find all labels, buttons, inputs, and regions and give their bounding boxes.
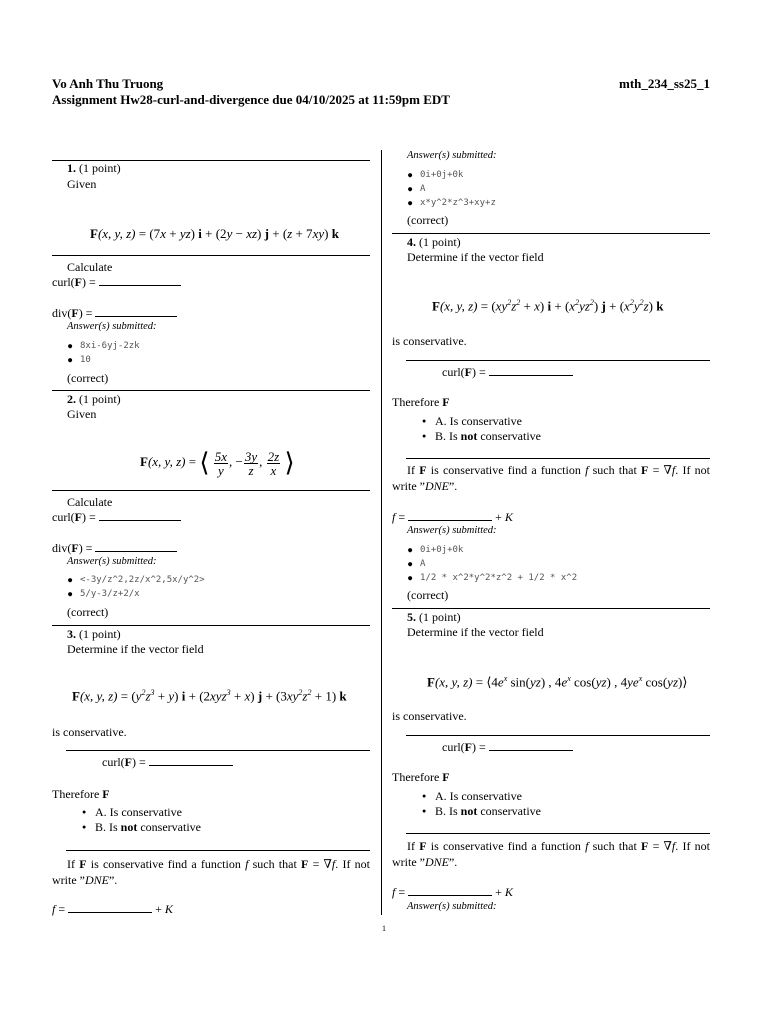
list-item: ● 8xi-6yj-2zk [68,339,140,353]
problem-4-answer-list [392,543,577,585]
problem-2-calculate: Calculate [67,495,113,509]
problem-3-formula: F(x, y, $z) = (y^2z^3 + y) i + (2xyz^3 + x) j + (3xy^2z^2 + 1)$ k [72,688,347,704]
problem-5-answers-label: Answer(s) submitted: [407,901,497,912]
problem-4-curl-field[interactable]: curl(F) = [442,365,573,380]
problem-1-mid-rule [52,255,370,256]
problem-5-points: (1 point) [419,610,461,624]
assignment-title: Assignment Hw28-curl-and-divergence due 04/10/2025 at 11:59pm EDT [52,92,450,107]
problem-3-potential-prompt: If F is conservative find a function f such that F = ∇f. If not write ”DNE”. [52,857,370,887]
problem-5-f-field[interactable]: f = + K [392,885,513,899]
problem-1-div-field[interactable]: div(F) = [52,306,177,321]
problem-1-answer-list [52,339,140,367]
problem-3-prompt: Determine if the vector field [67,642,204,656]
list-item: ● <-3y/z^2,2z/x^2,5x/y^2> [68,573,205,587]
problem-2-answers-label: Answer(s) submitted: [67,556,157,567]
problem-2-top-rule [52,390,370,391]
problem-3-rule-2 [66,850,370,851]
problem-4-top-rule [392,233,710,234]
list-item: ● 1/2 * x^2*y^2*z^2 + 1/2 * x^2 [408,571,577,585]
problem-2-header [52,392,121,407]
problem-3-number: 3. [67,627,76,641]
problem-4-therefore: Therefore F [392,395,450,409]
column-divider [381,150,382,915]
problem-2-div-field[interactable]: div(F) = [52,541,177,556]
problem-1-calculate: Calculate [67,260,113,274]
fraction-3: $\frac{2z}{x}$ [267,448,280,478]
problem-4-is-conservative: is conservative. [392,334,467,348]
option-b[interactable]: ● B. Is not conservative [422,429,541,444]
problem-5-rule-2 [406,833,710,834]
course-code: mth_234_ss25_1 [618,76,710,91]
option-b[interactable]: ● B. Is not conservative [82,820,201,835]
fraction-1: $\frac{5x}{y}$ [214,448,228,478]
problem-1-given: Given [67,177,97,191]
problem-2-curl-field[interactable]: curl(F) = [52,510,181,525]
list-item: ● A [408,182,496,196]
problem-3-status: (correct) [407,213,449,227]
student-name: Vo Anh Thu Truong [52,76,164,91]
problem-1-header [52,161,121,176]
problem-1-number: 1. [67,161,76,175]
problem-4-status: (correct) [407,588,449,602]
header-line-1 [52,76,710,92]
problem-3-f-field[interactable]: f = + K [52,902,173,916]
problem-3-curl-field[interactable]: curl(F) = [102,755,233,770]
problem-2-given: Given [67,407,97,421]
list-item: ● 5/y-3/z+2/x [68,587,205,601]
problem-4-number: 4. [407,235,416,249]
problem-5-formula: F(x, y, $z) = ⟨4e^x$ sin(yz) , $4e^x$ cos(yz) , $4ye^x$ cos(yz)⟩ [427,674,688,690]
problem-5-prompt: Determine if the vector field [407,625,544,639]
problem-4-rule-2 [406,458,710,459]
problem-3-rule-1 [66,750,370,751]
problem-2-answer-list [52,573,205,601]
problem-2-points: (1 point) [79,392,121,406]
problem-1-points: (1 point) [79,161,121,175]
problem-5-options [392,789,541,819]
problem-3-answer-list [392,168,496,210]
left-angle: ⟨ [199,448,210,477]
problem-4-header [392,235,461,250]
problem-5-number: 5. [407,610,416,624]
list-item: ● 0i+0j+0k [408,543,577,557]
problem-3-points: (1 point) [79,627,121,641]
problem-4-points: (1 point) [419,235,461,249]
problem-4-formula: F(x, y, $z) = (xy^2z^2 + x) i + (x^2yz^2) j + (x^2y^2z)$ k [432,298,664,314]
problem-2-status: (correct) [67,605,109,619]
option-a[interactable]: ● A. Is conservative [422,789,541,804]
problem-4-answers-label: Answer(s) submitted: [407,525,497,536]
problem-2-number: 2. [67,392,76,406]
option-b[interactable]: ● B. Is not conservative [422,804,541,819]
problem-1-status: (correct) [67,371,109,385]
problem-4-prompt: Determine if the vector field [407,250,544,264]
problem-5-curl-field[interactable]: curl(F) = [442,740,573,755]
right-angle: ⟩ [284,448,295,477]
fraction-2: $\frac{3y}{z}$ [244,448,258,478]
problem-4-f-field[interactable]: f = + K [392,510,513,524]
problem-4-rule-1 [406,360,710,361]
problem-1-answers-label: Answer(s) submitted: [67,321,157,332]
problem-4-options [392,414,541,444]
option-a[interactable]: ● A. Is conservative [422,414,541,429]
problem-3-top-rule [52,625,370,626]
page-number: 1 [382,924,386,933]
problem-5-therefore: Therefore F [392,770,450,784]
problem-3-header [52,627,121,642]
problem-4-potential-prompt: If F is conservative find a function f such that F = ∇f. If not write ”DNE”. [392,463,710,493]
problem-5-potential-prompt: If F is conservative find a function f such that F = ∇f. If not write ”DNE”. [392,839,710,869]
problem-2-mid-rule [52,490,370,491]
problem-5-is-conservative: is conservative. [392,709,467,723]
problem-5-top-rule [392,608,710,609]
option-a[interactable]: ● A. Is conservative [82,805,201,820]
problem-5-rule-1 [406,735,710,736]
list-item: ● x*y^2*z^3+xy+z [408,196,496,210]
list-item: ● 10 [68,353,140,367]
problem-3-answers-label: Answer(s) submitted: [407,150,497,161]
problem-3-therefore: Therefore F [52,787,110,801]
list-item: ● A [408,557,577,571]
problem-5-header [392,610,461,625]
problem-1-formula: F(x, y, z) = (7x + yz) i + (2y − xz) j + (z + 7xy) k [90,226,339,241]
problem-3-options [52,805,201,835]
problem-2-formula: F(x, y, z) = ⟨ $\frac{5x}{y}$ , − $\frac{3y}{z}$ , $\frac{2z}{x}$ ⟩ [140,448,295,478]
problem-2-lhs: F(x, y, z) = [140,453,197,469]
problem-1-curl-field[interactable]: curl(F) = [52,275,181,290]
list-item: ● 0i+0j+0k [408,168,496,182]
problem-3-is-conservative: is conservative. [52,725,127,739]
